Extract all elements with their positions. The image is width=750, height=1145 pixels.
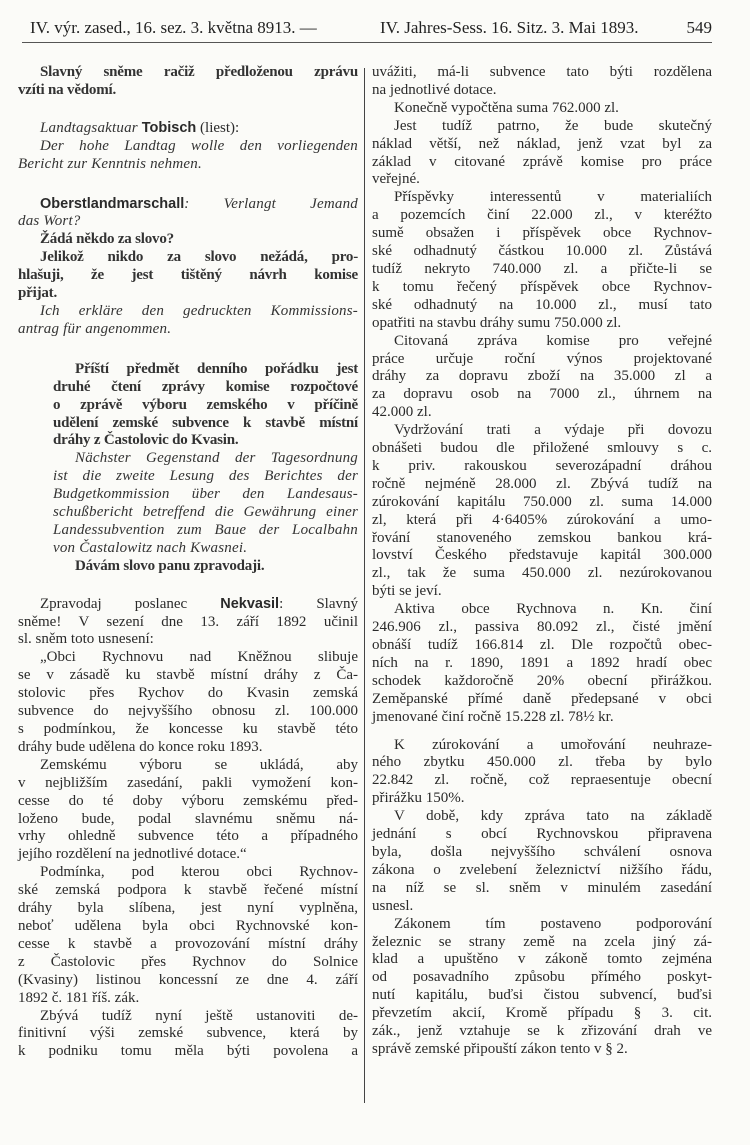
text-line: tudíž nekryto 740.000 zl. a přičte-li se [372, 260, 712, 277]
header-german: IV. Jahres-Sess. 16. Sitz. 3. Mai 1893. [380, 18, 639, 37]
text-line: Podmínka, pod kterou obci Rychnov- [40, 864, 358, 881]
text-line: vzíti na vědomí. [18, 81, 117, 98]
text-line: sněme! V sezení dne 13. září 1892 učinil [18, 613, 358, 630]
running-header [22, 14, 712, 43]
paragraph [372, 118, 712, 190]
text-line: 246.906 zl., passiva 80.092 zl., čisté jmění [372, 619, 712, 636]
text-line: dráhy bude udělena do konce roku 1893. [18, 738, 263, 755]
text-line: Zeměpanské přímé daně předepsané v obci [372, 690, 712, 707]
text-line: V době, kdy zpráva tato na základě [394, 808, 712, 825]
text-line: Der hohe Landtag wolle den vorliegenden [40, 137, 358, 154]
text-line: obnáší tudíž 166.814 zl. Dle rozpočtů obec- [372, 637, 712, 653]
text-line: přirážku 150%. [372, 790, 465, 807]
text-line: Citovaná zpráva komise pro veřejné [394, 332, 712, 349]
paragraph [18, 864, 358, 1007]
text-line: Slavný sněme račiž předloženou zprávu [40, 64, 358, 80]
text-line: byla, došla nejvyššího schválení osnova [372, 843, 712, 860]
paragraph [18, 614, 358, 650]
text-line: das Wort? [18, 213, 81, 230]
text-line: Příští předmět denního pořádku jest [75, 360, 358, 377]
text-line: Jelikož nikdo za slovo nežádá, pro- [40, 249, 358, 266]
text-line: z Častolovic přes Rychnov do Solnice [18, 953, 358, 970]
text-line: Aktiva obce Rychnova n. Kn. činí [394, 601, 712, 618]
text-line: se v zásadě ku stavbě místní dráhy z Ča- [18, 667, 358, 684]
text-line: Žádá někdo za slovo? [40, 231, 174, 248]
text-line: a pozemcích činí 22.000 zl., v kteréžto [372, 207, 712, 224]
text-line: ist die zweite Lesung des Berichtes der [53, 468, 358, 485]
text-line: dráhy za dopravu zboží na 35.000 zl a [372, 368, 712, 385]
text-line: druhé čtení zprávy komise rozpočtové [53, 378, 358, 395]
text-line: 42.000 zl. [372, 404, 432, 421]
text-line: Dávám slovo panu zpravodaji. [75, 557, 265, 574]
text-line: veřejné. [372, 171, 420, 188]
paragraph [372, 422, 712, 601]
text-line: převzetím akcií, Kromě případu § 3. cit. [372, 1005, 712, 1022]
page-number: 549 [686, 18, 712, 37]
text-line: usnesl. [372, 897, 414, 914]
text-line: přijat. [18, 285, 58, 302]
paragraph [18, 303, 358, 339]
text-line: od posavadního způsobu přímého poskyt- [372, 969, 712, 986]
text-line: dráhy z Častolovic do Kvasin. [53, 432, 239, 449]
text-line: opatřiti na stavbu dráhy sumu 750.000 zl. [372, 314, 622, 331]
paragraph [18, 1008, 358, 1062]
text-line: náklad větší, než náklad, jenž vzat byl za [372, 135, 712, 152]
text-line: dráhy byla slíbena, jest nyní vyplněna, [18, 900, 358, 917]
text-line: zúrokování kapitálu 750.000 zl. suma 14.000 [372, 493, 712, 510]
paragraph [18, 64, 358, 100]
text-line: loženo bude, podal slavnému sněmu ná- [18, 810, 358, 827]
speaker-title: Landtagsaktuar [40, 119, 142, 136]
text-line: finitivní výši zemské subvence, která by [18, 1025, 358, 1042]
text-line: cesse k stavbě a provozování místní dráhy [18, 935, 358, 952]
text-line: Zákonem tím postaveno podporování [394, 915, 712, 932]
paragraph [18, 649, 358, 756]
text-line: řování stanoveného zemskou bankou krá- [372, 529, 712, 546]
paragraph [53, 558, 358, 576]
text-line: K zúrokování a umořování neuhraze- [394, 736, 712, 753]
text-line: antrag für angenommen. [18, 320, 172, 337]
text-line: ské odhadnutý na 10.000 zl., musí tato [372, 296, 712, 313]
text-line: ného zbytku 450.000 zl. třeba by bylo [372, 754, 712, 771]
speaker-name: Nekvasil [220, 595, 280, 612]
left-column [18, 64, 358, 1061]
text-line: za dopravu osob na 7000 zl., úhrnem na [372, 386, 712, 403]
speaker-line-zpravodaj [18, 596, 358, 614]
paragraph [53, 450, 358, 557]
speaker-name: Tobisch [141, 119, 197, 136]
paragraph [18, 231, 358, 249]
right-column [372, 64, 712, 1059]
text-line: na níž se sl. sněm v minulém zasedání [372, 879, 712, 896]
text-line: v nejbližším zasedání, pakli vymožení kon- [18, 774, 358, 791]
text-line: Vydržování trati a výdaje při dovozu [394, 422, 712, 439]
paragraph [372, 737, 712, 809]
text-line: Příspěvky interessentů v materialiích [394, 189, 712, 206]
text-line: schußbericht betreffend die Gewährung einer [53, 504, 358, 521]
text-line: subvence do nejvyššího obnosu zl. 100.000 [18, 703, 358, 720]
text-line: zl, která při 4·6405% zúrokování a umo- [372, 511, 712, 528]
paragraph [53, 361, 358, 451]
text-line: jmenované činí ročně 15.228 zl. 78½ kr. [372, 708, 614, 725]
text-line: sl. sněm toto usnesení: [18, 631, 154, 648]
header-czech: IV. výr. zased., 16. sez. 3. května 8913. — [30, 18, 317, 37]
text-line: o zprávě výboru zemského v příčině [53, 396, 358, 413]
text-line: jejího rozdělení na jednotlivé dotace.“ [18, 846, 247, 863]
text-line: Landessubvention zum Baue der Localbahn [53, 521, 358, 538]
text-line: základ v citované zprávě komise pro práce [372, 153, 712, 170]
paragraph [372, 189, 712, 332]
text-line: železnic se strany země na zcela jiný zá- [372, 933, 712, 950]
text-line: ročně nejméně 28.000 zl. Zbývá tudíž na [372, 475, 712, 492]
text-line: uvážiti, má-li subvence tato býti rozdělena [372, 64, 712, 80]
text-line: obnášeti budou dle přiložené smlouvy s c. [372, 440, 712, 457]
text-line: Konečně vypočtěna suma 762.000 zl. [394, 99, 619, 116]
text-line: (Kvasiny) listinou koncessní ze dne 4. září [18, 971, 358, 988]
paragraph [18, 138, 358, 174]
text-line: k podniku tomu měla býti povolena a [18, 1043, 358, 1060]
paragraph [18, 249, 358, 303]
text-line: cesse do té doby výboru zemskému před- [18, 792, 358, 809]
text-line: vrhy ohledně subvence této a případného [18, 828, 358, 845]
text-line: stolovic přes Rychov do Kvasin zemská [18, 685, 358, 702]
speaker-name: Oberstlandmarschall [40, 195, 185, 212]
paragraph [372, 916, 712, 1059]
text-line: Ich erkläre den gedruckten Kommissions- [40, 302, 358, 319]
paragraph [372, 64, 712, 100]
text-line: býti se jeví. [372, 583, 442, 600]
speaker-text: : Slavný [279, 595, 358, 612]
text-line: 1892 č. 181 říš. zák. [18, 989, 140, 1006]
speaker-line-oberst [18, 196, 358, 214]
text-line: Bericht zur Kenntnis nehmen. [18, 155, 202, 172]
speaker-title: Zpravodaj poslanec [40, 595, 221, 612]
text-line: Jest tudíž patrno, že bude skutečný [394, 117, 712, 134]
speaker-suffix: (liest): [196, 119, 240, 136]
text-line: zák., jenž vztahuje se k zřizování drah ve [372, 1023, 712, 1040]
text-line: lovství Českého představuje kapitál 300.000 [372, 547, 712, 564]
speaker-line-tobisch [18, 120, 358, 138]
text-line: ních na r. 1890, 1891 a 1892 hradí obec [372, 654, 712, 671]
speaker-text: : Verlangt Jemand [184, 195, 358, 212]
text-line: schodek každoročně 20% obecní přirážkou. [372, 672, 712, 689]
text-line: Zemskému výboru se ukládá, aby [40, 756, 358, 773]
paragraph [18, 757, 358, 864]
text-line: jednání s obcí Rychnovskou připravena [372, 826, 712, 843]
text-line: Budgetkommission über den Landesaus- [53, 486, 358, 503]
text-line: zl., tak že suma 450.000 zl. nezúrokovanou [372, 565, 712, 582]
text-line: práce určuje roční výnos projektované [372, 350, 712, 367]
text-line: s podmínkou, že koncesse ku stavbě této [18, 721, 358, 737]
text-line: neboť udělena byla obci Rychnovské kon- [18, 917, 358, 934]
text-line: nutí kapitálu, buďsi čistou subvencí, buďsi [372, 987, 712, 1004]
column-divider [364, 68, 365, 1103]
text-line: von Častalowitz nach Kwasnei. [53, 539, 248, 556]
text-line: ské odhadnutý částkou 10.000 zl. Zůstává [372, 243, 712, 260]
paragraph [372, 601, 712, 726]
text-line: správě zemské připouští zákon tento v § 2. [372, 1040, 628, 1057]
paragraph [372, 100, 712, 118]
text-line: ské zemská podpora k stavbě řečené místní [18, 882, 358, 899]
text-line: k priv. rakouskou severozápadní dráhou [372, 457, 712, 474]
text-line: k tomu řečený příspěvek obce Rychnov- [372, 278, 712, 295]
text-line: na jednotlivé dotace. [372, 81, 497, 98]
text-line: hlašuji, že jest tištěný návrh komise [18, 267, 358, 284]
text-line: udělení zemské subvence k stavbě místní [53, 414, 358, 431]
paragraph [372, 808, 712, 915]
paragraph [18, 213, 358, 231]
text-line: sumě obsažen i příspěvek obce Rychnov- [372, 225, 712, 242]
text-line: zákona o zvelebení železnictví nižšího řádu, [372, 861, 712, 878]
text-line: „Obci Rychnovu nad Kněžnou slibuje [40, 649, 358, 666]
text-line: 22.842 zl. ročně, což repraesentuje obecní [372, 772, 712, 789]
paragraph [372, 333, 712, 423]
text-line: klad a upuštěno v zákoně tomto zejména [372, 951, 712, 968]
text-line: Nächster Gegenstand der Tagesordnung [75, 450, 358, 467]
text-line: Zbývá tudíž nyní ještě ustanoviti de- [40, 1007, 358, 1024]
